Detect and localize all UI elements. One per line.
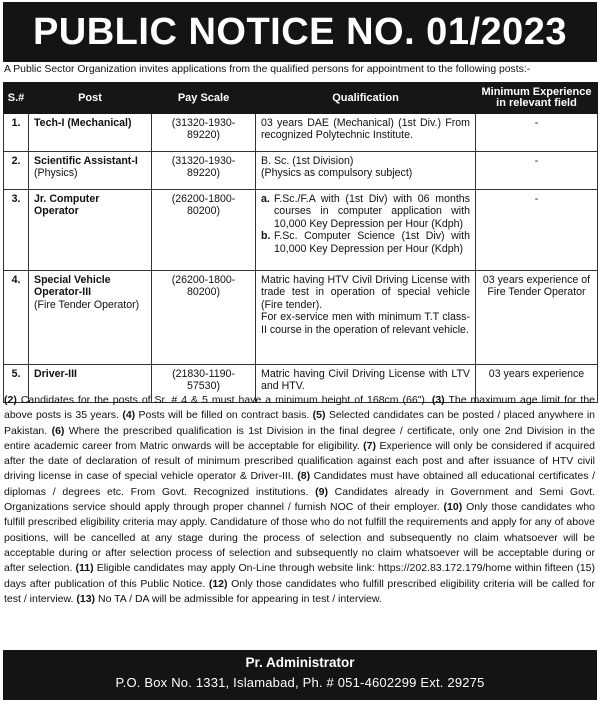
note-number: (4)	[122, 409, 136, 422]
post-title: Driver-III	[34, 368, 77, 380]
intro-text: A Public Sector Organization invites applications from the qualified persons for appointment to the following posts:-	[4, 64, 531, 75]
qualification-text: Matric having Civil Driving License with LTV and HTV.	[261, 368, 470, 393]
post-title: Tech-I (Mechanical)	[34, 117, 132, 129]
col-header-sn: S.#	[4, 83, 29, 114]
row-pay-scale: (31320-1930-89220)	[152, 152, 256, 190]
qualification-item-label: b.	[261, 230, 271, 243]
col-header-experience-line-1: Minimum Experience	[481, 86, 592, 98]
qualification-text: (Physics as compulsory subject)	[261, 167, 413, 180]
col-header-experience-line-2: in relevant field	[496, 97, 577, 109]
note-text: Only those candidates who fulfill prescribed eligibility criteria may apply. Candidature of those who do not fulfill the requirements and apply for any of above positions, will be cancelled at any stage during the process of selection and subsequently no claim whatsoever will be acceptable during or after selection process of selection and subsequently no claim whatsoever will be acceptable during or after selection.	[4, 501, 596, 575]
col-header-pay-scale: Pay Scale	[152, 83, 256, 114]
row-experience: 03 years experience	[476, 365, 598, 403]
row-post	[29, 114, 152, 152]
post-title: Special Vehicle	[34, 274, 111, 286]
qualification-item	[261, 230, 470, 255]
qualification-item-text: F.Sc. Computer Science (1st Div) with 10,000 Key Depression per Hour (Kdph)	[274, 230, 470, 255]
note-number: (3)	[431, 394, 445, 406]
row-experience: -	[476, 152, 598, 190]
note-number: (9)	[315, 485, 328, 498]
qualification-text: 03 years DAE (Mechanical) (1st Div.) From recognized Polytechnic Institute.	[261, 117, 470, 142]
table-row	[4, 114, 598, 152]
notes-paragraph	[4, 393, 595, 607]
note-text: Selected candidates can be posted / placed anywhere in Pakistan.	[4, 409, 595, 437]
row-pay-scale: (26200-1800-80200)	[152, 271, 256, 365]
note-number: (7)	[363, 439, 376, 452]
notice-title-bar	[3, 2, 597, 62]
row-experience: -	[476, 114, 598, 152]
footer-address: P.O. Box No. 1331, Islamabad, Ph. # 051-4602299 Ext. 29275	[115, 675, 485, 690]
note-number: (10)	[443, 501, 463, 514]
row-post	[29, 190, 152, 271]
table-row	[4, 190, 598, 271]
post-title: Jr. Computer Operator	[34, 193, 100, 218]
col-header-experience	[476, 83, 598, 114]
row-qualification	[256, 271, 476, 365]
table-row	[4, 152, 598, 190]
note-text: The maximum age limit for the above posts is 35 years.	[4, 394, 595, 422]
post-subtitle: (Fire Tender Operator)	[34, 298, 140, 311]
row-post	[29, 152, 152, 190]
table-row	[4, 271, 598, 365]
qualification-item-label: a.	[261, 193, 270, 205]
note-text: Where the prescribed qualification is 1st Division in the final degree / certificate, only one 2nd Division in the entire academic career from Matric onwards will be acceptable for eligibility.	[4, 424, 596, 452]
row-pay-scale: (26200-1800-80200)	[152, 190, 256, 271]
note-number: (12)	[208, 577, 228, 590]
qualification-item	[261, 193, 470, 230]
row-sn: 4.	[4, 271, 29, 365]
footer-bar	[3, 650, 597, 700]
table-header-row	[4, 83, 598, 114]
qualification-text: B. Sc. (1st Division)	[261, 155, 354, 167]
note-number: (11)	[75, 562, 94, 575]
note-number: (6)	[51, 424, 65, 437]
note-number: (5)	[312, 409, 326, 422]
posts-table	[3, 82, 598, 403]
row-qualification	[256, 152, 476, 190]
note-text: Experience will only be considered if acquired after the date of declaration of result of minimum prescribed qualification against each post and after issuance of HTV civil driving license in case of special vehicle operator & Driver-III.	[4, 439, 595, 483]
notice-title: PUBLIC NOTICE NO. 01/2023	[32, 10, 568, 53]
note-text: No TA / DA will be admissible for appearing in test / interview.	[97, 592, 382, 605]
footer-signatory: Pr. Administrator	[245, 655, 355, 670]
note-number: (13)	[76, 592, 96, 605]
row-experience: -	[476, 190, 598, 271]
row-sn: 5.	[4, 365, 29, 403]
note-text: Candidates must have obtained all educational certificates / diplomas / degrees etc. From Govt. Recognized institutions.	[4, 470, 596, 498]
row-sn: 3.	[4, 190, 29, 271]
note-text: Posts will be filled on contract basis.	[138, 409, 310, 422]
row-experience: 03 years experience of Fire Tender Operator	[476, 271, 598, 365]
col-header-post: Post	[29, 83, 152, 114]
note-text: Candidates for the posts of Sr. # 4 & 5 must have a minimum height of 168cm (66").	[20, 394, 428, 406]
note-number: (2)	[4, 394, 17, 406]
note-text: Only those candidates who fulfill prescribed eligibility criteria will be called for test / interview.	[4, 577, 595, 605]
row-sn: 2.	[4, 152, 29, 190]
post-subtitle: (Physics)	[34, 167, 78, 180]
row-pay-scale: (31320-1930-89220)	[152, 114, 256, 152]
qualification-item-text: F.Sc./F.A with (1st Div) with 06 months courses in computer application with 10,000 Key Depression per Hour (Kdph)	[274, 193, 470, 230]
qualification-text: For ex-service men with minimum T.T class-II course in the operation of relevant vehicle.	[261, 311, 470, 336]
note-text: Candidates already in Government and Semi Govt. Organizations service should apply through proper channel / furnish NOC of their employer.	[4, 485, 596, 514]
row-pay-scale: (21830-1190-57530)	[152, 365, 256, 403]
post-title: Scientific Assistant-I	[34, 155, 138, 167]
qualification-text: Matric having HTV Civil Driving License with trade test in operation of special vehicle (Fire tender).	[261, 274, 470, 311]
row-post	[29, 271, 152, 365]
row-qualification	[256, 190, 476, 271]
post-title-line-2: Operator-III	[34, 286, 92, 299]
col-header-qualification: Qualification	[256, 83, 476, 114]
row-sn: 1.	[4, 114, 29, 152]
note-text: Eligible candidates may apply On-Line through website link: https://202.83.172.179/home within fifteen (15) days after publication of this Public Notice.	[4, 562, 596, 590]
row-qualification	[256, 114, 476, 152]
note-number: (8)	[297, 470, 311, 483]
